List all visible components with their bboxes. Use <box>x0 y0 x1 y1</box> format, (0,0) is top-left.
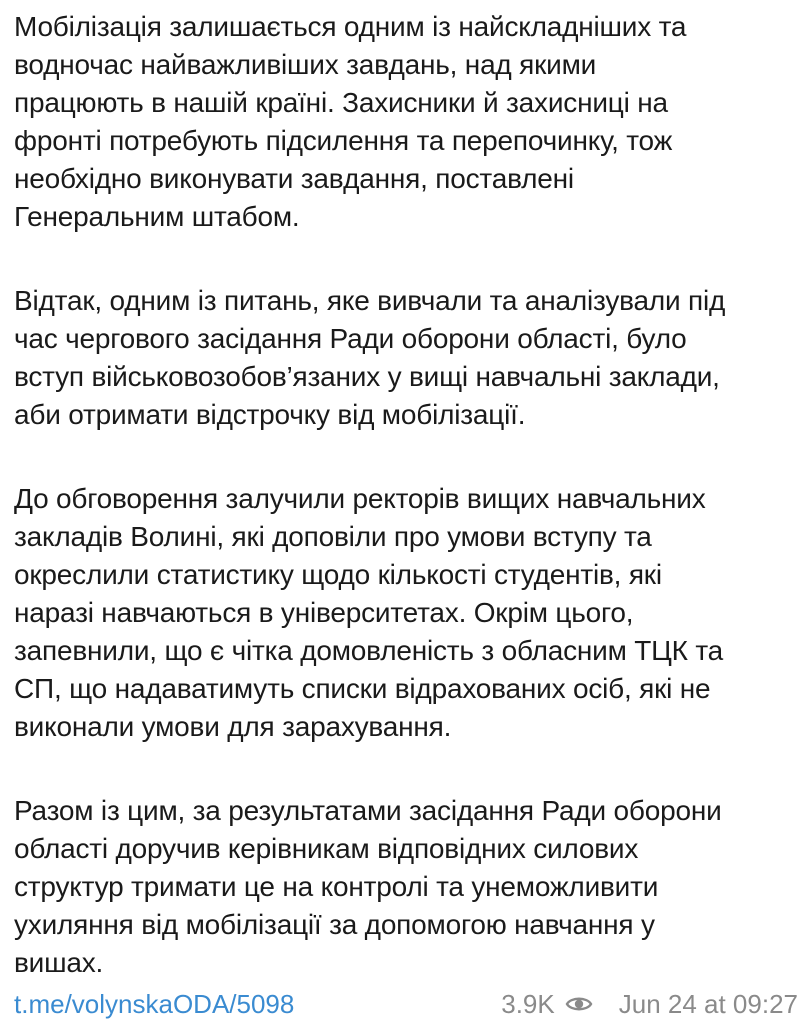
post-footer <box>14 986 798 1022</box>
post-paragraph: Мобілізація залишається одним із найскладніших та водночас найважливіших завдань, над якими працюють в нашій країні. Захисники й захисниці на фронті потребують підсилення та перепочинку, тож необхідно виконувати завдання, поставлені Генеральним штабом. <box>14 11 687 232</box>
view-count: 3.9K <box>501 988 555 1019</box>
channel-post <box>14 8 800 982</box>
post-paragraph: Разом із цим, за результатами засідання Ради оборони області доручив керівникам відповідних силових структур тримати це на контролі та унеможливити ухиляння від мобілізації за допомогою навчання у вишах. <box>14 795 722 978</box>
post-text <box>14 8 800 982</box>
post-meta <box>501 989 798 1020</box>
post-paragraph: До обговорення залучили ректорів вищих навчальних закладів Волині, які доповіли про умови вступу та окреслили статистику щодо кількості студентів, які наразі навчаються в університетах. Окрім цього, запевнили, що є чітка домовленість з обласним ТЦК та СП, що надаватимуть списки відрахованих осіб, які не виконали умови для зарахування. <box>14 483 724 742</box>
post-link[interactable]: t.me/volynskaODA/5098 <box>14 988 295 1019</box>
eye-icon <box>565 994 593 1014</box>
post-timestamp: Jun 24 at 09:27 <box>618 988 798 1019</box>
post-paragraph: Відтак, одним із питань, яке вивчали та аналізували під час чергового засідання Ради оборони області, було вступ військовозобов’язаних у вищі навчальні заклади, аби отримати відстрочку від мобілізації. <box>14 285 726 430</box>
